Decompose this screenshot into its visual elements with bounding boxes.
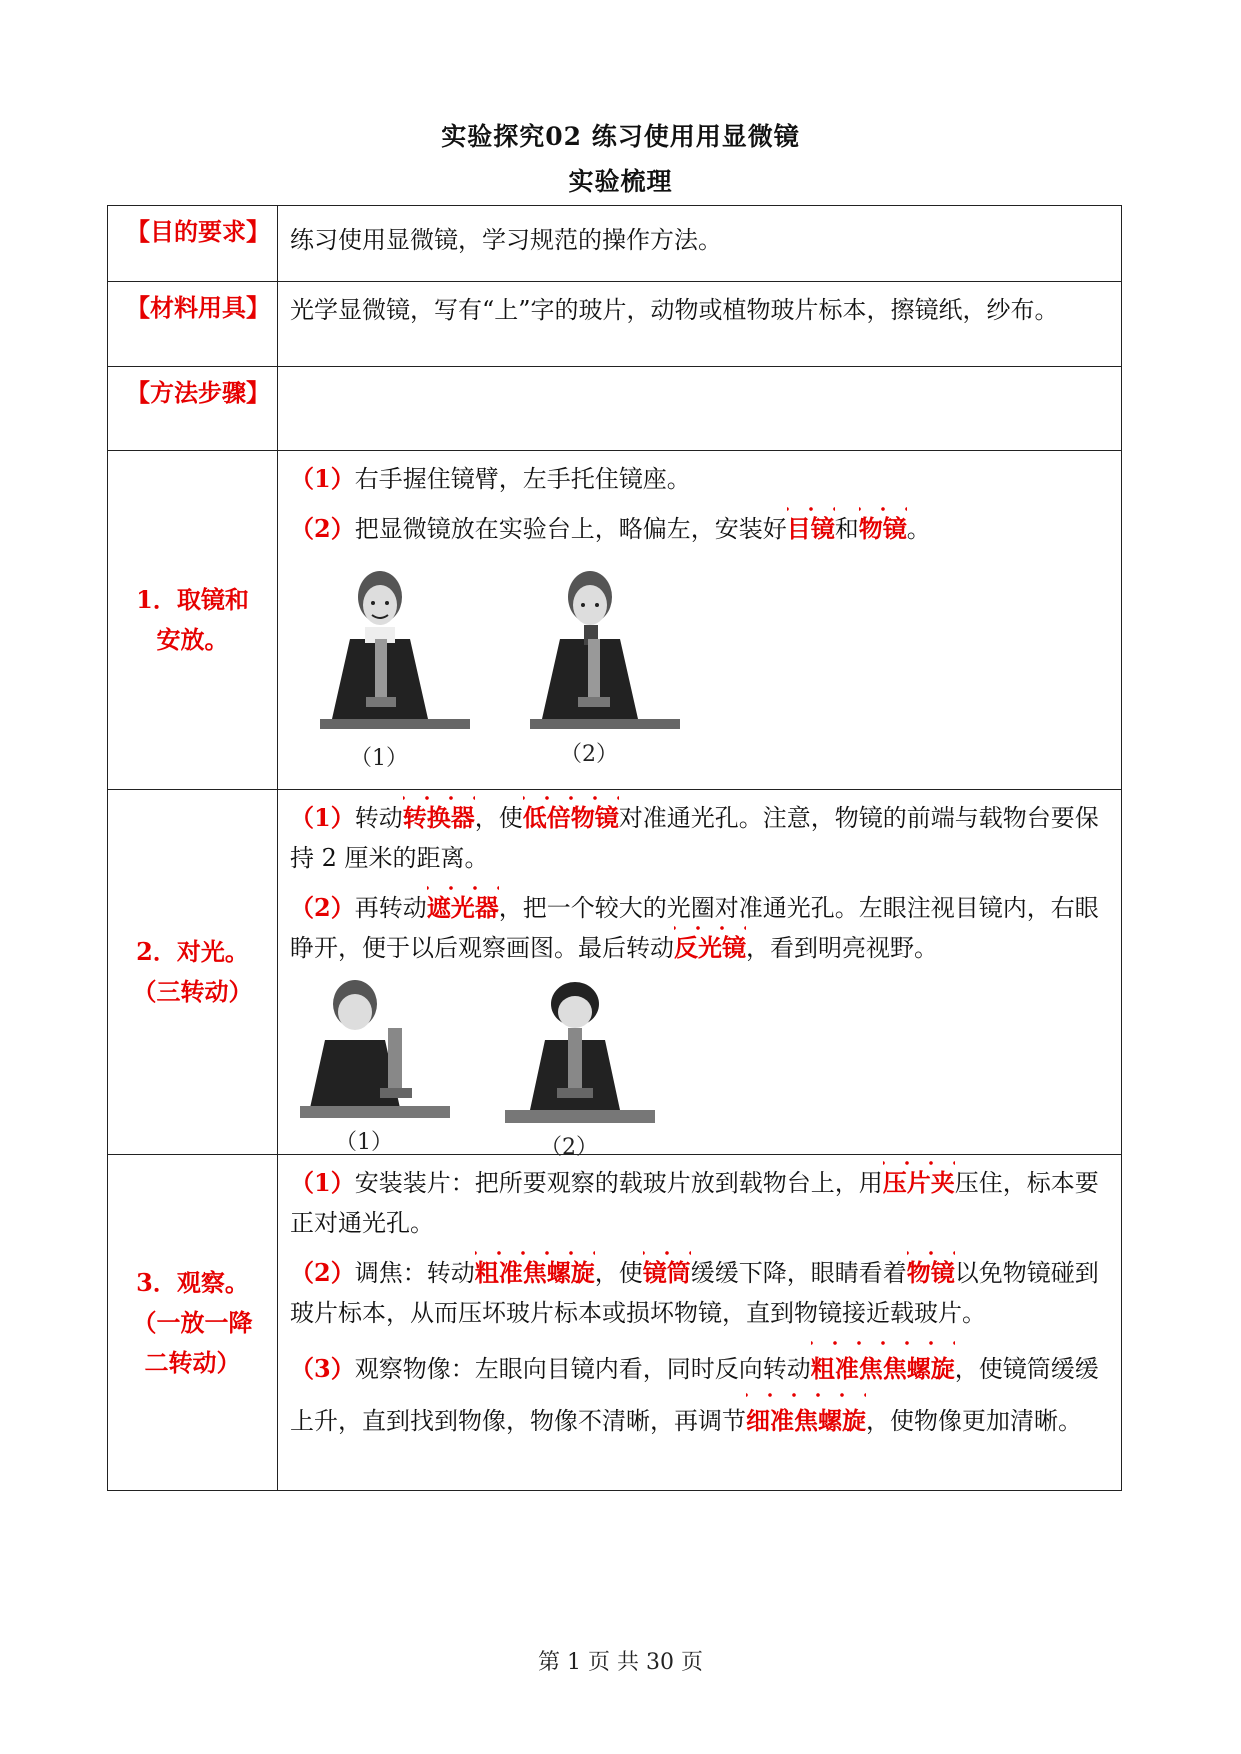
page-subtitle: 实验梳理 — [568, 167, 673, 196]
keyword-coarse-focus-2: 粗准焦焦螺旋 — [811, 1343, 955, 1395]
goal-label: 【目的要求】 — [108, 206, 278, 282]
keyword-coarse-focus: 粗准焦螺旋 — [475, 1253, 595, 1293]
step2-content — [278, 790, 1122, 1160]
materials-text: 光学显微镜，写有“上”字的玻片，动物或植物玻片标本，擦镜纸，纱布。 — [278, 282, 1122, 367]
materials-label: 【材料用具】 — [108, 282, 278, 367]
step2-item-2: （2）再转动遮光器，把一个较大的光圈对准通光孔。左眼注视目镜内，右眼睁开，便于以后观察画图。最后转动反光镜，看到明亮视野。 — [290, 888, 1111, 968]
table-row-step3 — [108, 1155, 1122, 1491]
keyword-objective-2: 物镜 — [907, 1253, 955, 1293]
table-row-goal — [108, 206, 1122, 282]
table-row-step1 — [108, 451, 1122, 790]
step1-item-1: （1）右手握住镜臂，左手托住镜座。 — [290, 464, 691, 493]
step3-item-2: （2）调焦：转动粗准焦螺旋，使镜筒缓缓下降，眼睛看着物镜以免物镜碰到玻片标本，从而压坏玻片标本或损坏物镜，直到物镜接近载玻片。 — [290, 1253, 1111, 1333]
step3-item-1: （1）安装装片：把所要观察的载玻片放到载物台上，用压片夹压住，标本要正对通光孔。 — [290, 1163, 1111, 1243]
keyword-tube: 镜筒 — [643, 1253, 691, 1293]
step1-label: 1．取镜和安放。 — [108, 451, 278, 790]
experiment-table — [107, 205, 1122, 1491]
student-microscope-photo — [530, 569, 680, 729]
keyword-diaphragm: 遮光器 — [427, 888, 499, 928]
keyword-low-power-objective: 低倍物镜 — [523, 798, 619, 838]
step1-item-2: （2）把显微镜放在实验台上，略偏左，安装好目镜和物镜。 — [290, 509, 1111, 549]
photo-caption-1: （1） — [350, 746, 408, 771]
photo-caption-1: （1） — [335, 1130, 393, 1155]
step3-item-3: （3）观察物像：左眼向目镜内看，同时反向转动粗准焦焦螺旋，使镜筒缓缓上升，直到找到物像，物像不清晰，再调节细准焦螺旋，使物像更加清晰。 — [290, 1343, 1111, 1447]
keyword-fine-focus: 细准焦螺旋 — [746, 1395, 866, 1447]
page-title: 实验探究02 练习使用用显微镜 — [441, 122, 800, 151]
table-row-step2 — [108, 790, 1122, 1155]
method-content — [278, 367, 1122, 451]
table-row-method — [108, 367, 1122, 451]
keyword-stage-clips: 压片夹 — [883, 1163, 955, 1203]
step2-item-1: （1）转动转换器，使低倍物镜对准通光孔。注意，物镜的前端与载物台要保持 2 厘米的距离。 — [290, 798, 1111, 878]
student-microscope-photo — [300, 978, 450, 1118]
table-row-materials — [108, 282, 1122, 367]
keyword-eyepiece: 目镜 — [787, 509, 835, 549]
keyword-nosepiece: 转换器 — [403, 798, 475, 838]
step2-photos — [290, 978, 1111, 1160]
keyword-objective: 物镜 — [859, 509, 907, 549]
step3-content — [278, 1155, 1122, 1491]
keyword-mirror: 反光镜 — [674, 928, 746, 968]
step1-content — [278, 451, 1122, 790]
step3-label: 3．观察。（一放一降二转动） — [108, 1155, 278, 1491]
step1-photos — [290, 559, 1111, 789]
method-label: 【方法步骤】 — [108, 367, 278, 451]
student-microscope-photo — [320, 569, 470, 729]
student-microscope-photo — [505, 978, 655, 1123]
step2-label: 2．对光。（三转动） — [108, 790, 278, 1155]
goal-text: 练习使用显微镜，学习规范的操作方法。 — [278, 206, 1122, 282]
photo-caption-2: （2） — [560, 742, 618, 767]
page-footer: 第 1 页 共 30 页 — [538, 1650, 703, 1675]
photo-caption-2: （2） — [540, 1135, 598, 1160]
